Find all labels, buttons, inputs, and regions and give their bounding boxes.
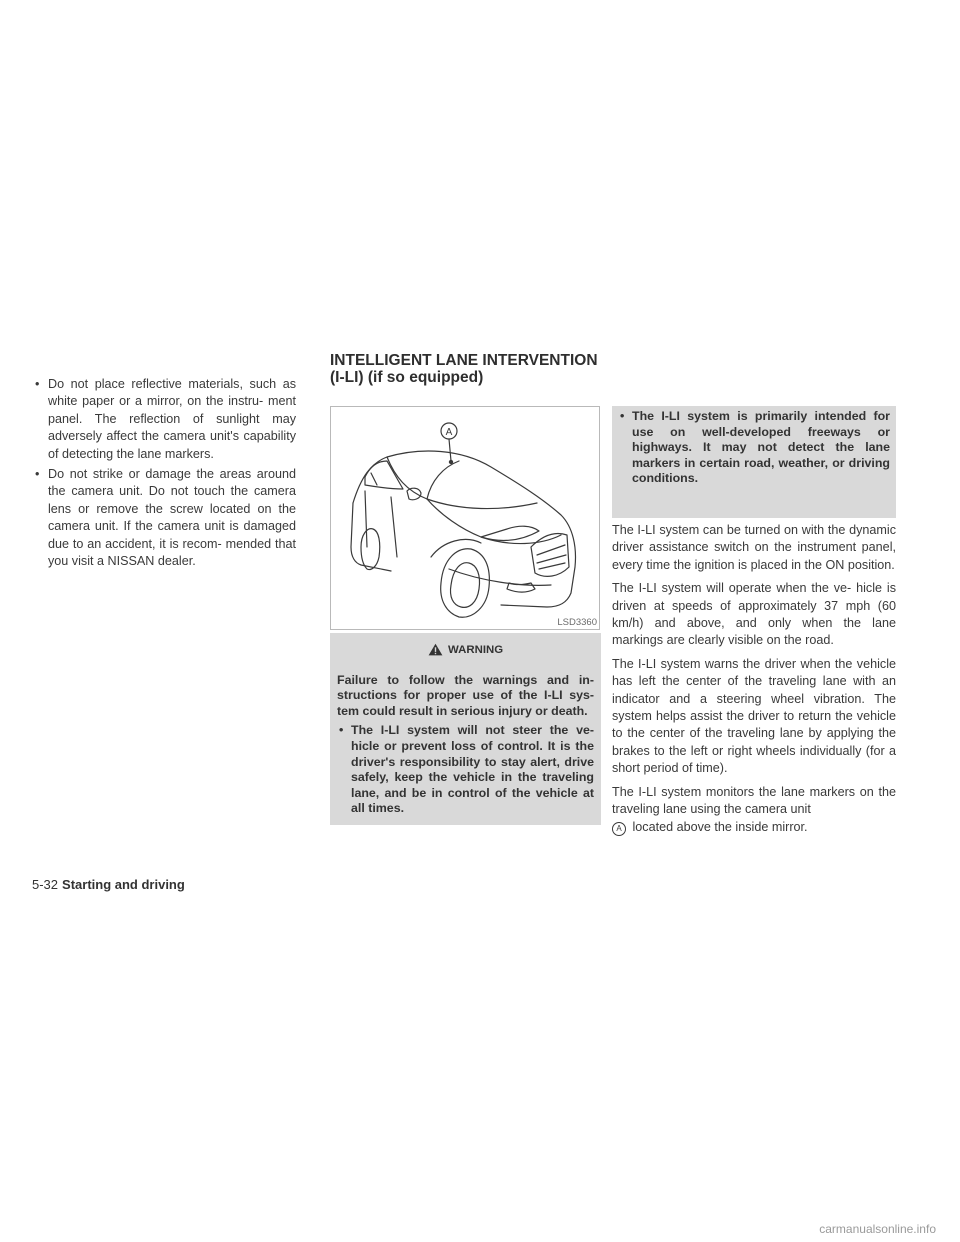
vehicle-illustration (331, 407, 599, 629)
list-item (32, 466, 296, 570)
bullet-dot: • (339, 723, 344, 738)
section-title-line1: INTELLIGENT LANE INTERVENTION (330, 352, 598, 369)
paragraph-text: The I-LI system monitors the lane markers on the traveling lane using the camera unit (612, 784, 896, 817)
left-bullet-list (32, 376, 296, 570)
watermark: carmanualsonline.info (819, 1222, 936, 1236)
warning-bullet-text: The I-LI system will not steer the ve- hicle or prevent loss of control. It is the driver's responsibility to stay alert, drive safely, keep the vehicle in the traveling lane, and be in control of the vehicle at all times. (351, 723, 594, 816)
warning-icon (428, 643, 443, 656)
figure-code: LSD3360 (557, 617, 597, 628)
paragraph: The I-LI system can be turned on with the dynamic driver assistance switch on the instrument panel, every time the ignition is placed in the ON position. (612, 523, 896, 572)
section-title-line2: (I-LI) (if so equipped) (330, 369, 484, 386)
right-column (612, 406, 896, 842)
warning-box (330, 633, 601, 825)
paragraph: The I-LI system warns the driver when the vehicle has left the center of the traveling lane with an indicator and a steering wheel vibration. The system helps assist the driver to return the vehicle to the center of the traveling lane by applying the brakes to the left or right wheels individually (for a short period of time). (612, 656, 896, 776)
paragraph-camera (612, 784, 896, 836)
bullet-text: Do not place reflective materials, such as white paper or a mirror, on the instru- ment panel. The reflection of sunlight may adversely affect the camera unit's capability of detecting the lane markers. (48, 377, 296, 461)
list-item (32, 376, 296, 463)
bullet-dot: • (620, 409, 625, 423)
left-column (32, 376, 296, 573)
warning-heading-text: WARNING (448, 644, 504, 656)
bullet-dot: • (35, 467, 40, 482)
bullet-dot: • (35, 377, 40, 391)
warning-heading (337, 643, 594, 659)
warning-bullet (337, 723, 594, 817)
footer-section: Starting and driving (62, 877, 185, 892)
page-number: 5-32 (32, 877, 59, 892)
warning-bullet-text: The I-LI system is primarily intended for use on well-developed freeways or highways. It may not detect the lane markers in certain road, weather, or driving conditions. (632, 409, 890, 486)
callout-marker: A (612, 822, 626, 836)
paragraph-text: located above the inside mirror. (632, 819, 808, 834)
page-footer (32, 877, 185, 892)
section-title (330, 352, 630, 386)
callout-label: A (445, 427, 453, 438)
paragraph: The I-LI system will operate when the ve- hicle is driven at speeds of approximately 37 mph (60 km/h) and above, and only when the lane markings are clearly visible on the road. (612, 581, 896, 648)
camera-location-figure (330, 406, 600, 630)
warning-intro: Failure to follow the warnings and in- structions for proper use of the I-LI sys- tem could result in serious injury or death. (337, 672, 594, 718)
bullet-text: Do not strike or damage the areas around the camera unit. Do not touch the camera lens or remove the screw located on the camera unit. If the camera unit is damaged due to an accident, it is recom- mended that you visit a NISSAN dealer. (48, 467, 296, 569)
